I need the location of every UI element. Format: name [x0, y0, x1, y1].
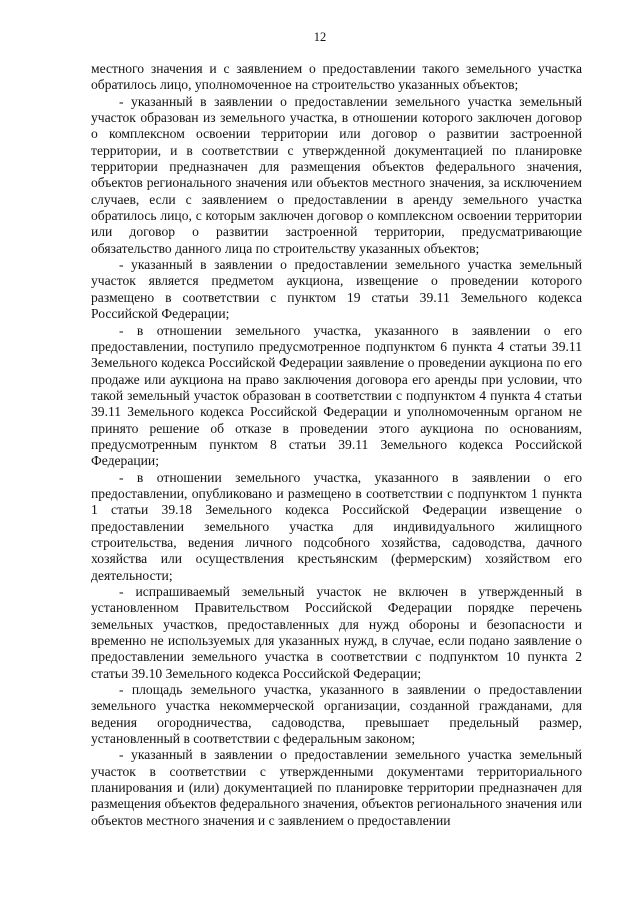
- page-number: 12: [313, 30, 327, 44]
- paragraph-list-item: - указанный в заявлении о предоставлении земельного участка земельный участок образован из земельного участка, в отношении которого заключен договор о комплексном освоении территории или договор о развитии застроенной территории, и в соответствии с утвержденной документацией по планировке территории предназначен для размещения объектов федерального значения, объектов регионального значения или объектов местного значения, за исключением случаев, если с заявлением о предоставлении в аренду земельного участка обратилось лицо, с которым заключен договор о комплексном освоении территории или договор о развитии застроенной территории, предусматривающие обязательство данного лица по строительству указанных объектов;: [91, 93, 582, 256]
- paragraph-continuation: местного значения и с заявлением о предоставлении такого земельного участка обратилось лицо, уполномоченное на строительство указанных объектов;: [91, 61, 582, 93]
- paragraph-list-item: - испрашиваемый земельный участок не включен в утвержденный в установленном Правительством Российской Федерации порядке перечень земельных участков, предоставленных для нужд обороны и безопасности и временно не используемых для указанных нужд, в случае, если подано заявление о предоставлении земельного участка в соответствии с подпунктом 10 пункта 2 статьи 39.10 Земельного кодекса Российской Федерации;: [91, 584, 582, 681]
- paragraph-list-item: - указанный в заявлении о предоставлении земельного участка земельный участок в соответствии с утвержденными документами территориального планирования и (или) документацией по планировке территории предназначен для размещения объектов федерального значения, объектов регионального значения или объектов местного значения и с заявлением о предоставлении: [91, 747, 582, 828]
- paragraph-list-item: - указанный в заявлении о предоставлении земельного участка земельный участок является предметом аукциона, извещение о проведении которого размещено в соответствии с пунктом 19 статьи 39.11 Земельного кодекса Российской Федерации;: [91, 257, 582, 322]
- paragraph-list-item: - площадь земельного участка, указанного в заявлении о предоставлении земельного участка некоммерческой организации, созданной гражданами, для ведения огородничества, садоводства, превышает предельный размер, установленный в соответствии с федеральным законом;: [91, 682, 582, 747]
- paragraph-list-item: - в отношении земельного участка, указанного в заявлении о его предоставлении, поступило предусмотренное подпунктом 6 пункта 4 статьи 39.11 Земельного кодекса Российской Федерации заявление о проведении аукциона по его продаже или аукциона на право заключения договора его аренды при условии, что такой земельный участок образован в соответствии с подпунктом 4 пункта 4 статьи 39.11 Земельного кодекса Российской Федерации и уполномоченным органом не принято решение об отказе в проведении этого аукциона по основаниям, предусмотренным пунктом 8 статьи 39.11 Земельного кодекса Российской Федерации;: [91, 322, 582, 469]
- paragraph-list-item: - в отношении земельного участка, указанного в заявлении о его предоставлении, опубликовано и размещено в соответствии с подпунктом 1 пункта 1 статьи 39.18 Земельного кодекса Российской Федерации извещение о предоставлении земельного участка для индивидуального жилищного строительства, ведения личного подсобного хозяйства, садоводства, дачного хозяйства или осуществления крестьянским (фермерским) хозяйством его деятельности;: [91, 469, 582, 583]
- document-body: [91, 61, 582, 829]
